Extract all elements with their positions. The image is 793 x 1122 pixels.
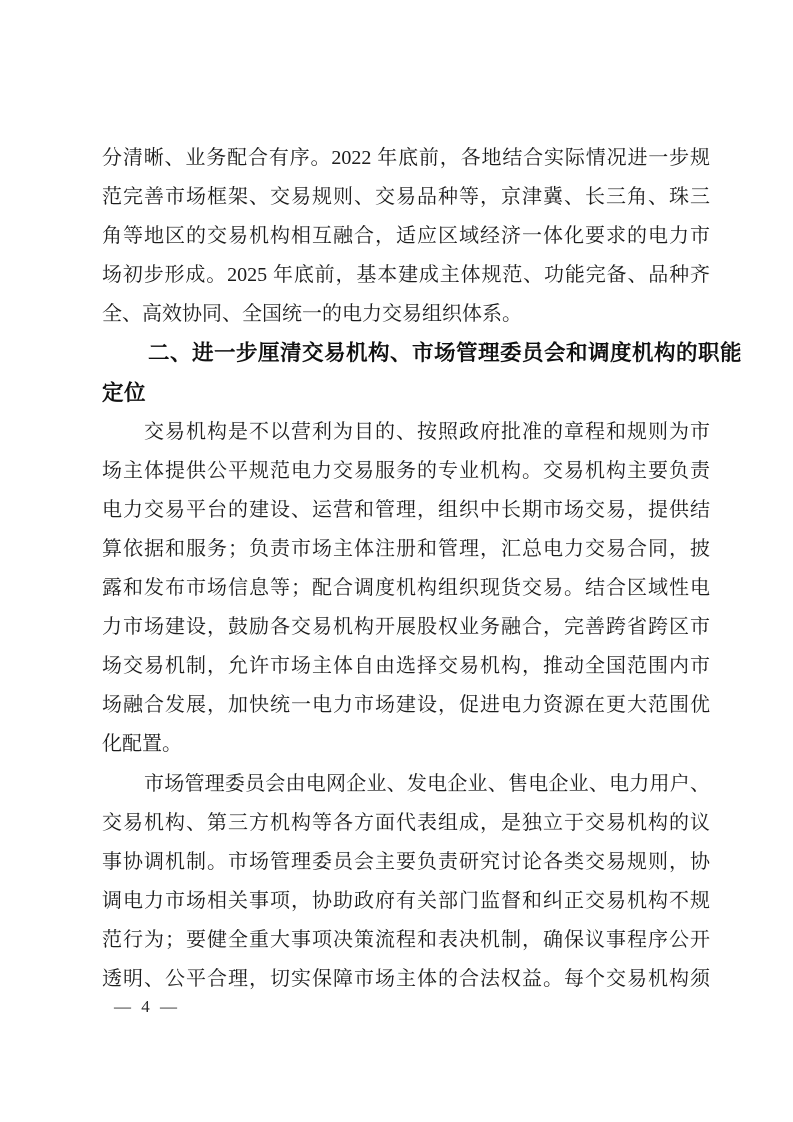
section-heading-line: 二、进一步厘清交易机构、市场管理委员会和调度机构的职能	[148, 341, 743, 366]
section-heading-line: 定位	[102, 380, 147, 405]
text-line: 露和发布市场信息等；配合调度机构组织现货交易。结合区域性电	[102, 577, 710, 600]
text-line: 角等地区的交易机构相互融合，适应区域经济一体化要求的电力市	[102, 225, 710, 248]
text-line: 电力交易平台的建设、运营和管理，组织中长期市场交易，提供结	[102, 498, 710, 521]
text-line: 化配置。	[102, 733, 182, 756]
text-line: 场融合发展，加快统一电力市场建设，促进电力资源在更大范围优	[102, 694, 710, 717]
text-line: 全、高效协同、全国统一的电力交易组织体系。	[102, 303, 522, 326]
document-body	[102, 139, 743, 999]
text-line: 场交易机制，允许市场主体自由选择交易机构，推动全国范围内市	[102, 655, 710, 678]
text-line: 交易机构是不以营利为目的、按照政府批准的章程和规则为市	[144, 420, 710, 443]
page-number: — 4 —	[114, 997, 180, 1016]
text-line: 透明、公平合理，切实保障市场主体的合法权益。每个交易机构须	[102, 967, 710, 990]
text-line: 场主体提供公平规范电力交易服务的专业机构。交易机构主要负责	[102, 459, 710, 482]
text-line: 交易机构、第三方机构等各方面代表组成，是独立于交易机构的议	[102, 811, 710, 834]
text-line: 市场管理委员会由电网企业、发电企业、售电企业、电力用户、	[144, 772, 710, 795]
text-line: 场初步形成。2025 年底前，基本建成主体规范、功能完备、品种齐	[102, 264, 710, 287]
text-line: 调电力市场相关事项，协助政府有关部门监督和纠正交易机构不规	[102, 889, 710, 912]
text-line: 事协调机制。市场管理委员会主要负责研究讨论各类交易规则，协	[102, 850, 710, 873]
text-line: 范完善市场框架、交易规则、交易品种等，京津冀、长三角、珠三	[102, 186, 710, 209]
text-line: 分清晰、业务配合有序。2022 年底前，各地结合实际情况进一步规	[102, 147, 710, 169]
text-line: 算依据和服务；负责市场主体注册和管理，汇总电力交易合同，披	[102, 537, 710, 560]
text-line: 范行为；要健全重大事项决策流程和表决机制，确保议事程序公开	[102, 928, 710, 951]
text-line: 力市场建设，鼓励各交易机构开展股权业务融合，完善跨省跨区市	[102, 616, 710, 639]
